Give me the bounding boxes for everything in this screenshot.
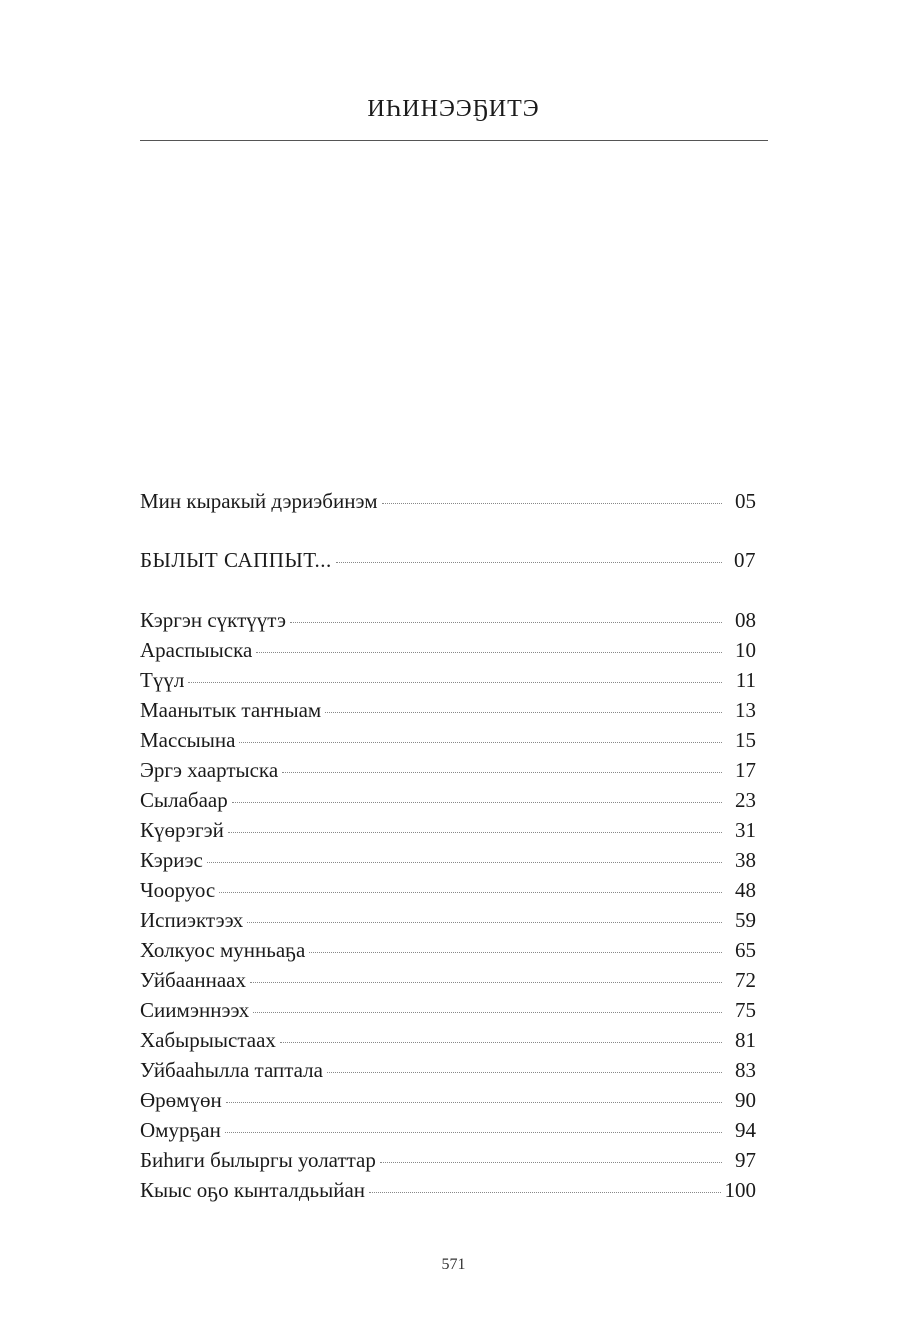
dot-leader bbox=[290, 622, 722, 623]
toc-entry[interactable] bbox=[140, 1175, 756, 1205]
toc-entry[interactable] bbox=[140, 695, 756, 725]
toc-entry-page: 17 bbox=[735, 758, 756, 782]
toc-entry[interactable] bbox=[140, 755, 756, 785]
toc-entry-title: Уйбааһылла таптала bbox=[140, 1058, 323, 1082]
toc-entry[interactable] bbox=[140, 905, 756, 935]
toc-entry-title: Испиэктээх bbox=[140, 908, 244, 932]
toc-entry-title: Эргэ хаартыска bbox=[140, 758, 279, 782]
dot-leader bbox=[309, 952, 722, 953]
toc-entry[interactable] bbox=[140, 1025, 756, 1055]
toc-entry-title: Кэргэн сүктүүтэ bbox=[140, 608, 286, 632]
toc-entry-page: 10 bbox=[735, 638, 756, 662]
toc-entry-title: Маанытык таҥныам bbox=[140, 698, 322, 722]
page-number: 571 bbox=[441, 1256, 466, 1273]
toc-entry-page: 90 bbox=[735, 1088, 756, 1112]
toc-entry-title: Мин кыракый дэриэбинэм bbox=[140, 489, 378, 513]
toc-entry-page: 94 bbox=[735, 1118, 756, 1142]
toc-entry-intro[interactable] bbox=[140, 486, 756, 516]
toc-entry[interactable] bbox=[140, 1145, 756, 1175]
toc-entry-page: 15 bbox=[735, 728, 756, 752]
toc-entry-title: Кыыс оҕо кынталдьыйан bbox=[140, 1178, 366, 1202]
toc-entry-title: Өрөмүөн bbox=[140, 1088, 222, 1112]
toc-entry[interactable] bbox=[140, 1115, 756, 1145]
dot-leader bbox=[247, 922, 722, 923]
dot-leader bbox=[280, 1042, 722, 1043]
toc-entry[interactable] bbox=[140, 845, 756, 875]
toc-entry-title: Омурҕан bbox=[140, 1118, 221, 1142]
toc-entry[interactable] bbox=[140, 815, 756, 845]
toc-entry[interactable] bbox=[140, 995, 756, 1025]
dot-leader bbox=[226, 1102, 722, 1103]
toc-entry[interactable] bbox=[140, 665, 756, 695]
dot-leader bbox=[369, 1192, 720, 1193]
dot-leader bbox=[250, 982, 722, 983]
dot-leader bbox=[325, 712, 722, 713]
toc-entry-page: 59 bbox=[735, 908, 756, 932]
dot-leader bbox=[253, 1012, 722, 1013]
dot-leader bbox=[232, 802, 722, 803]
toc-entry-page: 81 bbox=[735, 1028, 756, 1052]
toc-entry-title: Биһиги былыргы уолаттар bbox=[140, 1148, 376, 1172]
dot-leader bbox=[256, 652, 722, 653]
toc-entry-page: 05 bbox=[735, 489, 756, 513]
toc-entry-title: Күөрэгэй bbox=[140, 818, 224, 842]
toc-entry-page: 23 bbox=[735, 788, 756, 812]
toc-entry-page: 75 bbox=[735, 998, 756, 1022]
toc-section-title: БЫЛЫТ САППЫТ... bbox=[140, 548, 332, 572]
toc-entry-title: Чооруос bbox=[140, 878, 216, 902]
page-title: ИҺИНЭЭҔИТЭ bbox=[367, 96, 540, 122]
toc-entry-page: 11 bbox=[735, 668, 756, 692]
toc-entry[interactable] bbox=[140, 935, 756, 965]
spacer bbox=[140, 516, 756, 545]
dot-leader bbox=[188, 682, 722, 683]
table-of-contents bbox=[140, 486, 756, 1205]
toc-entry-title: Түүл bbox=[140, 668, 185, 692]
toc-entry[interactable] bbox=[140, 635, 756, 665]
dot-leader bbox=[207, 862, 722, 863]
toc-entry-page: 97 bbox=[735, 1148, 756, 1172]
dot-leader bbox=[219, 892, 722, 893]
toc-entry[interactable] bbox=[140, 605, 756, 635]
toc-entry-page: 13 bbox=[735, 698, 756, 722]
dot-leader bbox=[282, 772, 722, 773]
toc-section-heading[interactable] bbox=[140, 545, 756, 575]
toc-entry-page: 48 bbox=[735, 878, 756, 902]
toc-entry[interactable] bbox=[140, 875, 756, 905]
header-divider bbox=[140, 140, 768, 141]
toc-entry-page: 72 bbox=[735, 968, 756, 992]
dot-leader bbox=[327, 1072, 722, 1073]
dot-leader bbox=[336, 562, 722, 563]
toc-entry-page: 31 bbox=[735, 818, 756, 842]
toc-entry-title: Кэриэс bbox=[140, 848, 203, 872]
dot-leader bbox=[225, 1132, 722, 1133]
toc-entry-title: Сиимэннээх bbox=[140, 998, 250, 1022]
toc-entry-title: Массыына bbox=[140, 728, 236, 752]
dot-leader bbox=[380, 1162, 722, 1163]
toc-entry[interactable] bbox=[140, 965, 756, 995]
toc-entry[interactable] bbox=[140, 725, 756, 755]
dot-leader bbox=[239, 742, 722, 743]
dot-leader bbox=[382, 503, 722, 504]
toc-entry[interactable] bbox=[140, 1055, 756, 1085]
toc-section-page: 07 bbox=[734, 548, 756, 572]
dot-leader bbox=[228, 832, 722, 833]
toc-entry-title: Сылабаар bbox=[140, 788, 228, 812]
toc-entry-page: 08 bbox=[735, 608, 756, 632]
toc-entry-title: Уйбааннаах bbox=[140, 968, 247, 992]
toc-entry-page: 38 bbox=[735, 848, 756, 872]
toc-entry-page: 83 bbox=[735, 1058, 756, 1082]
toc-entry-page: 100 bbox=[724, 1178, 756, 1202]
toc-entry-title: Холкуос мунньаҕа bbox=[140, 938, 306, 962]
toc-entry[interactable] bbox=[140, 785, 756, 815]
toc-entry-title: Хабырыыстаах bbox=[140, 1028, 276, 1052]
toc-entry-title: Араспыыска bbox=[140, 638, 253, 662]
toc-entry[interactable] bbox=[140, 1085, 756, 1115]
spacer bbox=[140, 575, 756, 605]
toc-entry-page: 65 bbox=[735, 938, 756, 962]
toc-list bbox=[140, 605, 756, 1205]
